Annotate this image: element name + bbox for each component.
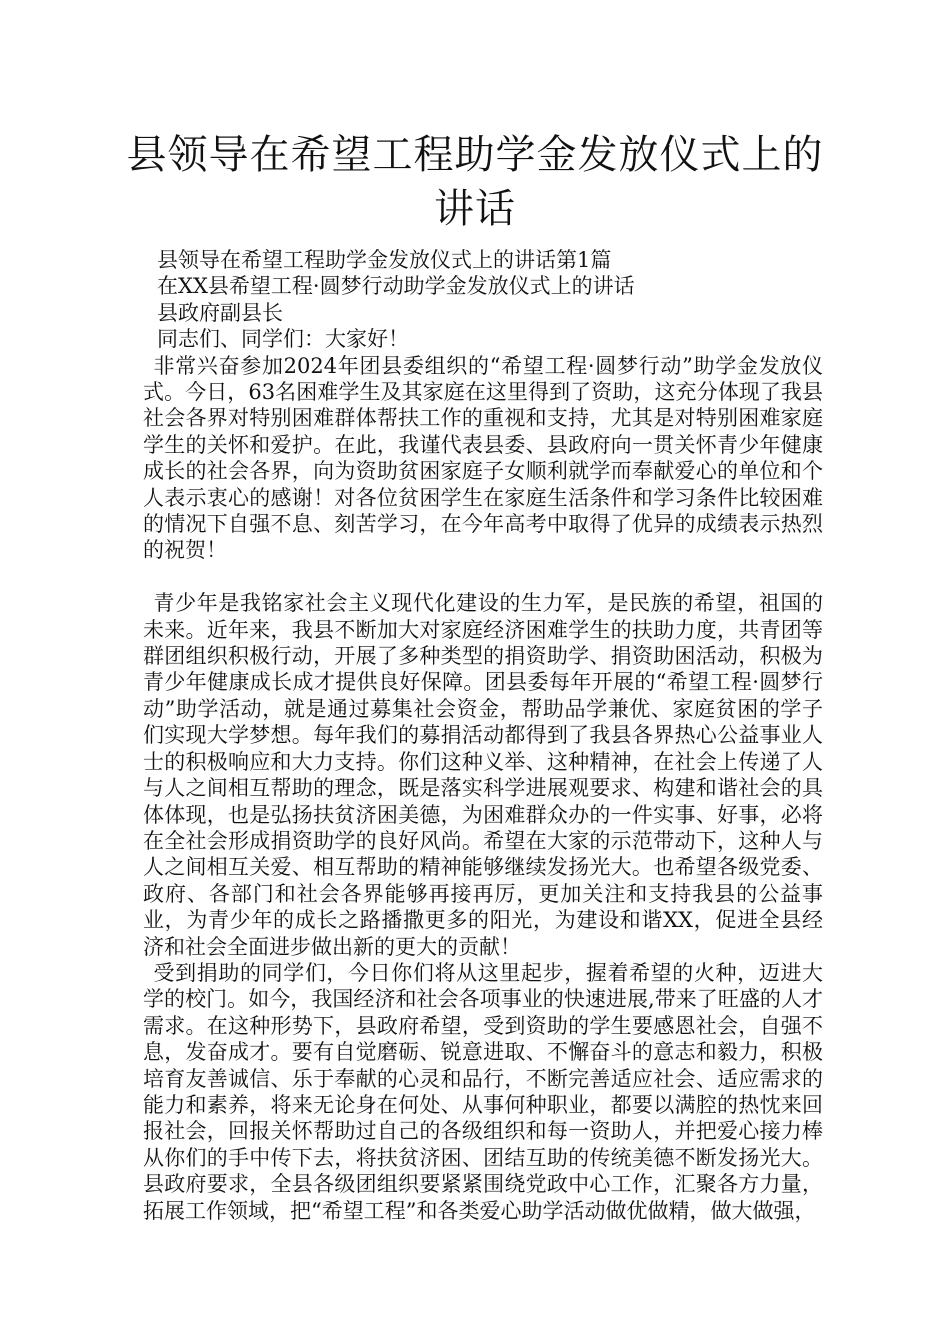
- paragraph-1: 非常兴奋参加2024年团县委组织的“希望工程·圆梦行动”助学金发放仪式。今日，63名困难学生及其家庭在这里得到了资助，这充分体现了我县社会各界对特别困难群体帮扶工作的重视和支持，尤其是对特别困难家庭学生的关怀和爱护。在此，我谨代表县委、县政府向一贯关怀青少年健康成长的社会各界，向为资助贫困家庭子女顺利就学而奉献爱心的单位和个人表示衷心的感谢！对各位贫困学生在家庭生活条件和学习条件比较困难的情况下自强不息、刻苦学习，在今年高考中取得了优异的成绩表示热烈的祝贺！: [143, 353, 823, 563]
- speech-title-line: 在XX县希望工程·圆梦行动助学金发放仪式上的讲话: [157, 274, 635, 299]
- paragraph-2: 青少年是我铭家社会主义现代化建设的生力军，是民族的希望，祖国的未来。近年来，我县不断加大对家庭经济困难学生的扶助力度，共青团等群团组织积极行动，开展了多种类型的捐资助学、捐资助困活动，积极为青少年健康成长成才提供良好保障。团县委每年开展的“希望工程·圆梦行动”助学活动，就是通过募集社会资金，帮助品学兼优、家庭贫困的学子们实现大学梦想。每年我们的募捐活动都得到了我县各界热心公益事业人士的积极响应和大力支持。你们这种义举、这种精神，在社会上传递了人与人之间相互帮助的理念，既是落实科学进展观要求、构建和谐社会的具体体现，也是弘扬扶贫济困美德，为困难群众办的一件实事、好事，必将在全社会形成捐资助学的良好风尚。希望在大家的示范带动下，这种人与人之间相互关爱、相互帮助的精神能够继续发扬光大。也希望各级党委、政府、各部门和社会各界能够再接再厉，更加关注和支持我县的公益事业，为青少年的成长之路播撒更多的阳光，为建设和谐XX，促进全县经济和社会全面进步做出新的更大的贡献！: [143, 591, 823, 959]
- speaker-line: 县政府副县长: [157, 300, 283, 325]
- document-title: 县领导在希望工程助学金发放仪式上的讲话: [126, 132, 824, 232]
- subtitle-line: 县领导在希望工程助学金发放仪式上的讲话第1篇: [157, 248, 612, 272]
- paragraph-3: 受到捐助的同学们，今日你们将从这里起步，握着希望的火种，迈进大学的校门。如今，我国经济和社会各项事业的快速进展,带来了旺盛的人才需求。在这种形势下，县政府希望，受到资助的学生要感恩社会，自强不息，发奋成才。要有自觉磨砺、锐意进取、不懈奋斗的意志和毅力，积极培育友善诚信、乐于奉献的心灵和品行，不断完善适应社会、适应需求的能力和素养，将来无论身在何处、从事何种职业，都要以满腔的热忱来回报社会，回报关怀帮助过自己的各级组织和每一资助人，并把爱心接力棒从你们的手中传下去，将扶贫济困、团结互助的传统美德不断发扬光大。县政府要求，全县各级团组织要紧紧围绕党政中心工作，汇聚各方力量，拓展工作领域，把“希望工程”和各类爱心助学活动做优做精，做大做强，: [143, 960, 823, 1223]
- greeting-line: 同志们、同学们：大家好！: [157, 327, 409, 352]
- document-body: [143, 247, 823, 1224]
